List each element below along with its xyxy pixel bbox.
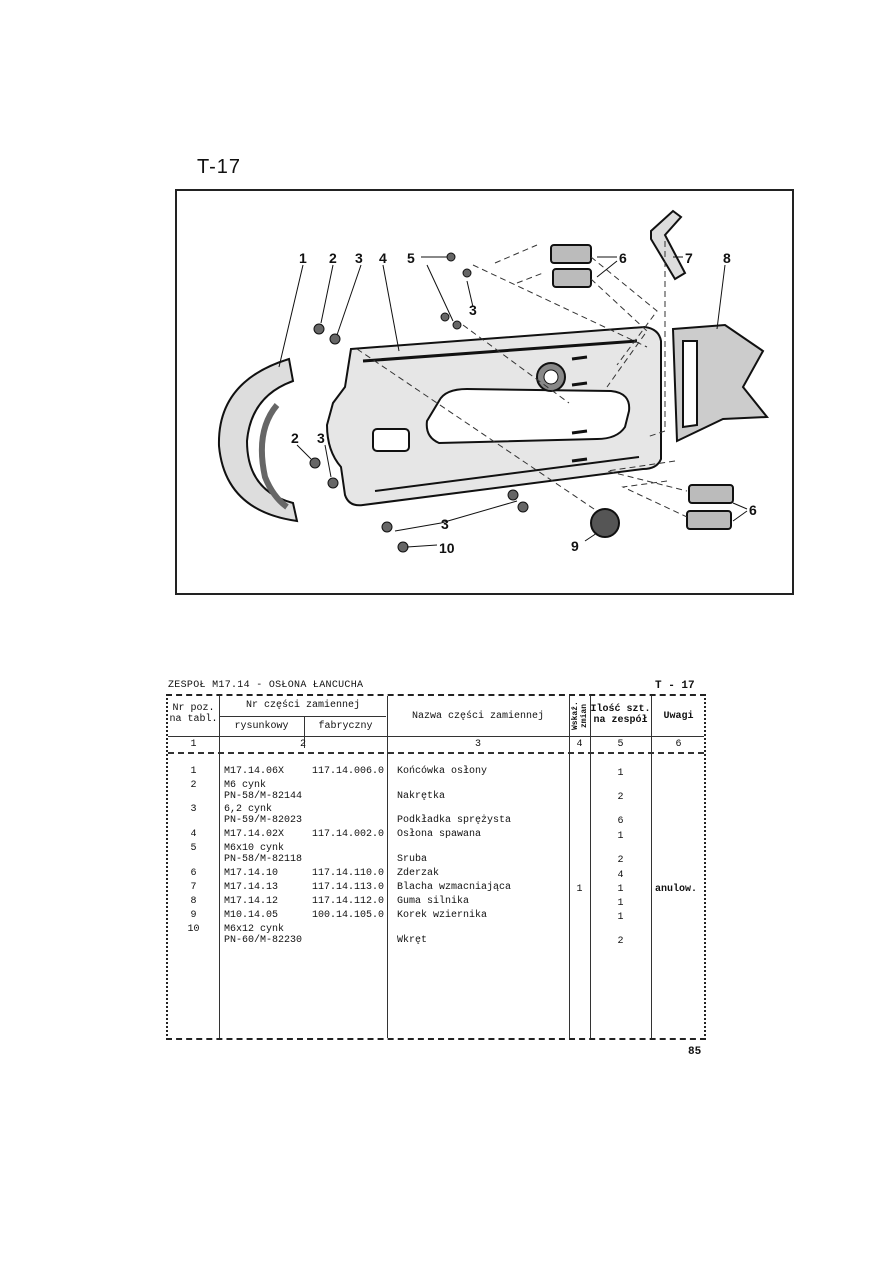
header-changes: Wskaź. zmian <box>571 701 589 731</box>
part-1-guard-end <box>219 359 297 521</box>
cell-pos: 5 <box>190 843 197 854</box>
cell-pos: 3 <box>190 804 197 815</box>
header-qty: Ilość szt. na zespół <box>590 704 651 726</box>
cell-factory: 117.14.113.0 <box>312 882 385 893</box>
header-pos: Nr poz. na tabl. <box>169 703 218 725</box>
cell-pos: 1 <box>190 766 197 777</box>
column-number: 3 <box>474 739 481 750</box>
cell-drawing: M10.14.05 <box>224 910 279 921</box>
cell-qty: 1 <box>617 884 624 895</box>
cell-name: Sruba <box>397 854 428 865</box>
page-number: 85 <box>688 1046 702 1058</box>
cell-factory: 117.14.002.0 <box>312 829 385 840</box>
cell-pos: 6 <box>190 868 197 879</box>
cell-name: Końcówka osłony <box>397 766 488 777</box>
cell-drawing: M17.14.12 <box>224 896 279 907</box>
exploded-view-figure <box>175 189 794 595</box>
cell-drawing: M17.14.06X <box>224 766 285 777</box>
cell-name: Podkładka sprężysta <box>397 815 512 826</box>
header-notes: Uwagi <box>663 711 694 722</box>
cell-factory: 117.14.006.0 <box>312 766 385 777</box>
cell-drawing: M6x12 cynk PN-60/M-82230 <box>224 924 303 946</box>
cell-qty: 4 <box>617 870 624 881</box>
callout-label: 9 <box>571 538 579 554</box>
part-4-guard-body <box>327 327 661 505</box>
cell-qty: 6 <box>617 816 624 827</box>
cell-name: Korek wziernika <box>397 910 488 921</box>
callout-label: 7 <box>685 250 693 266</box>
cell-qty: 1 <box>617 912 624 923</box>
cell-drawing: M6 cynk PN-58/M-82144 <box>224 780 303 802</box>
cell-pos: 2 <box>190 780 197 791</box>
cell-pos: 7 <box>190 882 197 893</box>
page-label: T-17 <box>197 156 242 178</box>
cell-name: Wkręt <box>397 935 428 946</box>
cell-drawing: M17.14.02X <box>224 829 285 840</box>
parts-table <box>166 694 706 1040</box>
callout-label: 8 <box>723 250 731 266</box>
callout-label: 4 <box>379 250 387 266</box>
callout-label: 6 <box>749 502 757 518</box>
cell-pos: 4 <box>190 829 197 840</box>
cell-factory: 100.14.105.0 <box>312 910 385 921</box>
header-name: Nazwa części zamiennej <box>411 711 545 722</box>
part-7-reinforcing-plate <box>651 211 685 279</box>
callout-label: 1 <box>299 250 307 266</box>
cell-pos: 10 <box>187 924 200 935</box>
exploded-view-drawing <box>177 191 796 597</box>
cell-drawing: 6,2 cynk PN-59/M-82023 <box>224 804 303 826</box>
part-6-bumpers-top <box>551 245 591 287</box>
column-number: 5 <box>617 739 624 750</box>
cell-qty: 2 <box>617 792 624 803</box>
callout-label: 2 <box>329 250 337 266</box>
cell-name: Nakrętka <box>397 791 446 802</box>
cell-name: Blacha wzmacniająca <box>397 882 512 893</box>
cell-pos: 8 <box>190 896 197 907</box>
callout-label: 5 <box>407 250 415 266</box>
cell-name: Guma silnika <box>397 896 470 907</box>
column-number: 2 <box>299 739 306 750</box>
cell-drawing: M17.14.13 <box>224 882 279 893</box>
cell-pos: 9 <box>190 910 197 921</box>
part-6-bumpers-bottom <box>687 485 733 529</box>
header-part-no: Nr części zamiennej <box>245 700 361 711</box>
header-factory: fabryczny <box>318 721 373 732</box>
cell-qty: 1 <box>617 898 624 909</box>
column-number: 1 <box>190 739 197 750</box>
callout-label: 2 <box>291 430 299 446</box>
callout-label: 3 <box>469 302 477 318</box>
cell-qty: 2 <box>617 936 624 947</box>
cell-name: Osłona spawana <box>397 829 482 840</box>
part-8-motor-rubber <box>673 325 767 441</box>
cell-drawing: M17.14.10 <box>224 868 279 879</box>
column-number: 6 <box>675 739 682 750</box>
callout-label: 3 <box>317 430 325 446</box>
part-9-plug <box>591 509 619 537</box>
cell-name: Zderzak <box>397 868 440 879</box>
table-code: T - 17 <box>655 680 695 692</box>
column-number: 4 <box>576 739 583 750</box>
cell-qty: 1 <box>617 768 624 779</box>
callout-label: 6 <box>619 250 627 266</box>
table-title: ZESPOŁ M17.14 - OSŁONA ŁANCUCHA <box>168 680 364 691</box>
cell-factory: 117.14.112.0 <box>312 896 385 907</box>
cell-qty: 2 <box>617 855 624 866</box>
cell-drawing: M6x10 cynk PN-58/M-82118 <box>224 843 303 865</box>
cell-note: anulow. <box>655 884 698 895</box>
callout-label: 10 <box>439 540 455 556</box>
cell-qty: 1 <box>617 831 624 842</box>
header-drawing: rysunkowy <box>234 721 289 732</box>
callout-label: 3 <box>355 250 363 266</box>
cell-change: 1 <box>576 884 583 895</box>
callout-label: 3 <box>441 516 449 532</box>
cell-factory: 117.14.110.0 <box>312 868 385 879</box>
